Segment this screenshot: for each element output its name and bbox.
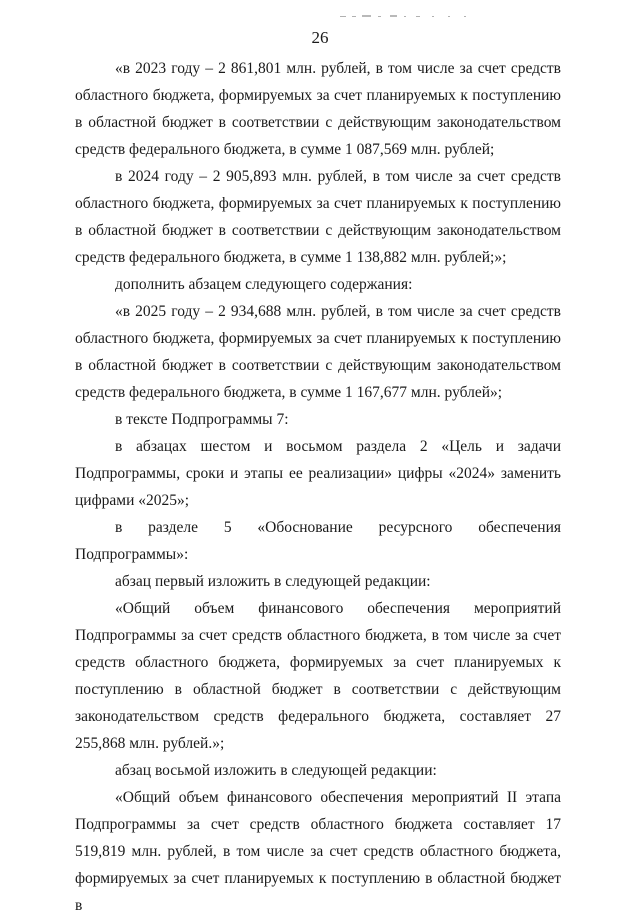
- paragraph-2024-amount: в 2024 году – 2 905,893 млн. рублей, в том числе за счет средств областного бюджета, формируемых за счет планируемых к поступлению в областной бюджет в соответствии с действующим законодательством средств федерального бюджета, в сумме 1 138,882 млн. рублей;»;: [75, 168, 561, 266]
- document-body: [75, 55, 561, 919]
- paragraph-section-2-change: в абзацах шестом и восьмом раздела 2 «Цель и задачи Подпрограммы, сроки и этапы ее реализации» цифры «2024» заменить цифрами «2025»;: [75, 438, 561, 509]
- paragraph-total-financing: «Общий объем финансового обеспечения мероприятий Подпрограммы за счет средств областного бюджета, в том числе за счет средств областного бюджета, формируемых за счет планируемых к поступлению в областной бюджет в соответствии с действующим законодательством средств федерального бюджета, составляет 27 255,868 млн. рублей.»;: [75, 600, 561, 752]
- paragraph-add-instruction: дополнить абзацем следующего содержания:: [115, 276, 413, 293]
- paragraph-subprogram-7: в тексте Подпрограммы 7:: [115, 411, 289, 428]
- page-number: 26: [311, 28, 329, 47]
- scan-artifact: [340, 14, 470, 20]
- paragraph-2025-amount: «в 2025 году – 2 934,688 млн. рублей, в том числе за счет средств областного бюджета, формируемых за счет планируемых к поступлению в областной бюджет в соответствии с действующим законодательством средств федерального бюджета, в сумме 1 167,677 млн. рублей»;: [75, 303, 561, 401]
- paragraph-2023-amount: «в 2023 году – 2 861,801 млн. рублей, в том числе за счет средств областного бюджета, формируемых за счет планируемых к поступлению в областной бюджет в соответствии с действующим законодательством средств федерального бюджета, в сумме 1 087,569 млн. рублей;: [75, 60, 561, 158]
- paragraph-eighth-abzac: абзац восьмой изложить в следующей редакции:: [115, 762, 437, 779]
- paragraph-section-5: в разделе 5 «Обоснование ресурсного обеспечения Подпрограммы»:: [75, 519, 561, 563]
- paragraph-stage-2-financing: «Общий объем финансового обеспечения мероприятий II этапа Подпрограммы за счет средств областного бюджета составляет 17 519,819 млн. рублей, в том числе за счет средств областного бюджета, формируемых за счет планируемых к поступлению в областной бюджет в: [75, 789, 561, 914]
- paragraph-first-abzac: абзац первый изложить в следующей редакции:: [115, 573, 431, 590]
